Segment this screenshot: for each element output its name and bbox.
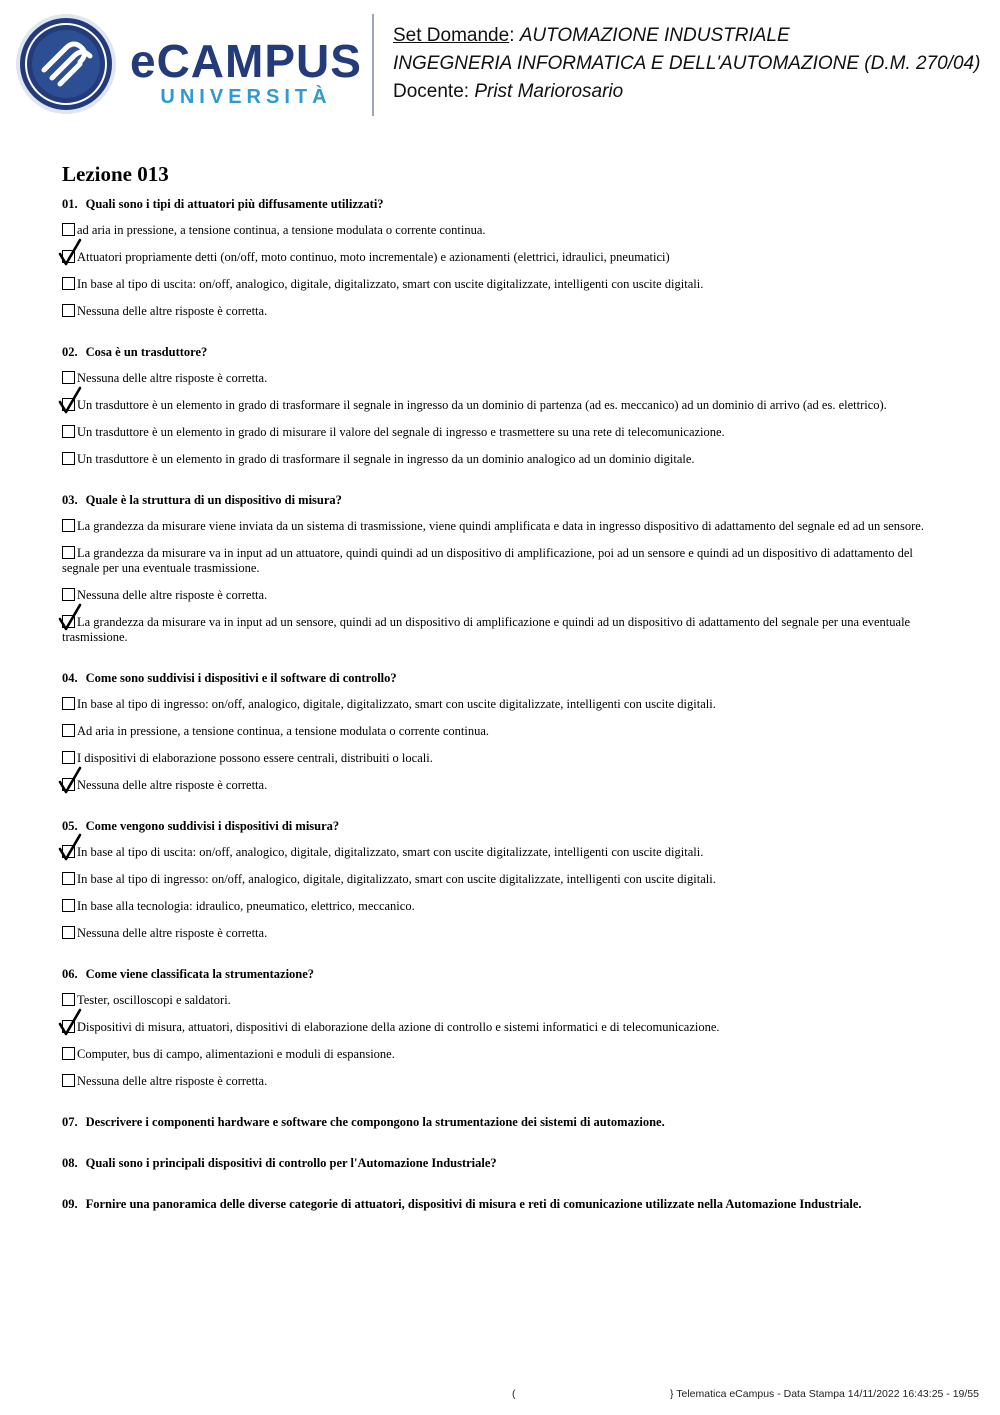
questions-list (62, 197, 942, 1089)
answer-text: Nessuna delle altre risposte è corretta. (77, 588, 268, 602)
answer-checkbox[interactable] (62, 371, 75, 384)
answer-text: Un trasduttore è un elemento in grado di trasformare il segnale in ingresso da un dominio di partenza (ad es. meccanico) ad un dominio di arrivo (ad es. elettrico). (77, 398, 887, 412)
question-text (62, 671, 942, 686)
answer-text: La grandezza da misurare va in input ad un sensore, quindi ad un dispositivo di amplificazione e quindi ad un dispositivo di adattamento del segnale per una eventuale trasmissione. (62, 615, 911, 644)
question-label: Cosa è un trasduttore? (85, 345, 208, 359)
question-number: 08. (62, 1156, 78, 1170)
answer-text: ad aria in pressione, a tensione continua, a tensione modulata o corrente continua. (77, 223, 486, 237)
question-label: Come sono suddivisi i dispositivi e il software di controllo? (85, 671, 397, 685)
answer-option (62, 724, 942, 739)
footer-print-info: } Telematica eCampus - Data Stampa 14/11/2022 16:43:25 - 19/55 (670, 1388, 979, 1400)
question-number: 05. (62, 819, 78, 833)
answer-option (62, 1047, 942, 1062)
lesson-title: Lezione 013 (62, 162, 169, 186)
question-label: Fornire una panoramica delle diverse categorie di attuatori, dispositivi di misura e reti di comunicazione utilizzate nella Automazione Industriale. (85, 1197, 862, 1211)
answer-option (62, 778, 942, 793)
checkmark-icon (57, 386, 83, 414)
question-text (62, 197, 942, 212)
question-label: Quali sono i principali dispositivi di controllo per l'Automazione Industriale? (85, 1156, 497, 1170)
answer-option (62, 250, 942, 265)
answer-option (62, 452, 942, 467)
answer-checkbox[interactable] (62, 724, 75, 737)
ecampus-emblem-icon (14, 12, 118, 116)
answer-checkbox[interactable] (62, 993, 75, 1006)
brand-name: eCAMPUS (130, 35, 362, 87)
question-label: Quale è la struttura di un dispositivo di misura? (85, 493, 342, 507)
answer-checkbox[interactable] (62, 751, 75, 764)
answer-text: Nessuna delle altre risposte è corretta. (77, 1074, 268, 1088)
question-block (62, 967, 942, 1089)
checkmark-icon (57, 766, 83, 794)
checkmark-icon (57, 603, 83, 631)
open-question (62, 1197, 942, 1212)
answer-option (62, 926, 942, 941)
brand-subtitle: UNIVERSITÀ (160, 86, 332, 108)
open-questions-list (62, 1115, 942, 1212)
page-header (0, 0, 1000, 130)
brand-logo (130, 35, 362, 109)
checkmark-icon (57, 238, 83, 266)
answer-option (62, 519, 942, 534)
header-divider (372, 14, 374, 116)
answer-text: Computer, bus di campo, alimentazioni e moduli di espansione. (77, 1047, 395, 1061)
answer-text: Tester, oscilloscopi e saldatori. (77, 993, 231, 1007)
answer-checkbox[interactable] (62, 588, 75, 601)
answer-option (62, 398, 942, 413)
set-line: Set Domande: AUTOMAZIONE INDUSTRIALE (393, 25, 790, 46)
answer-checkbox[interactable] (62, 697, 75, 710)
answer-checkbox[interactable] (62, 899, 75, 912)
question-text (62, 493, 942, 508)
question-block (62, 671, 942, 793)
answer-option (62, 697, 942, 712)
checkmark-icon (57, 833, 83, 861)
answer-option (62, 304, 942, 319)
answer-text: In base al tipo di uscita: on/off, analogico, digitale, digitalizzato, smart con uscite digitalizzate, intelligenti con uscite digitali. (77, 277, 704, 291)
answer-text: Attuatori propriamente detti (on/off, moto continuo, moto incrementale) e azionamenti (elettrici, idraulici, pneumatici) (77, 250, 670, 264)
question-label: Quali sono i tipi di attuatori più diffusamente utilizzati? (85, 197, 384, 211)
answer-text: In base al tipo di ingresso: on/off, analogico, digitale, digitalizzato, smart con uscite digitalizzate, intelligenti con uscite digitali. (77, 872, 716, 886)
teacher-line (393, 78, 980, 106)
question-block (62, 493, 942, 645)
answer-text: La grandezza da misurare viene inviata da un sistema di trasmissione, viene quindi amplificata e data in ingresso dispositivo di adattamento del segnale ed ad un sensore. (77, 519, 924, 533)
answer-option (62, 223, 942, 238)
answer-option (62, 588, 942, 603)
teacher-label: Docente: (393, 81, 470, 102)
answer-text: In base al tipo di ingresso: on/off, analogico, digitale, digitalizzato, smart con uscite digitalizzate, intelligenti con uscite digitali. (77, 697, 716, 711)
answer-option (62, 277, 942, 292)
course-line (393, 50, 980, 78)
answer-text: Nessuna delle altre risposte è corretta. (77, 778, 268, 792)
answer-text: Un trasduttore è un elemento in grado di misurare il valore del segnale di ingresso e trasmettere su una rete di telecomunicazione. (77, 425, 725, 439)
question-block (62, 345, 942, 467)
course-name: INGEGNERIA INFORMATICA E DELL'AUTOMAZIONE (D.M. 270/04) (393, 53, 981, 74)
header-meta (393, 22, 980, 106)
answer-checkbox[interactable] (62, 1074, 75, 1087)
question-number: 02. (62, 345, 78, 359)
question-block (62, 197, 942, 319)
question-set (62, 162, 942, 1238)
question-label: Come vengono suddivisi i dispositivi di misura? (85, 819, 340, 833)
checkmark-icon (57, 1008, 83, 1036)
answer-checkbox[interactable] (62, 452, 75, 465)
question-number: 03. (62, 493, 78, 507)
question-label: Descrivere i componenti hardware e software che compongono la strumentazione dei sistemi di automazione. (85, 1115, 665, 1129)
answer-checkbox[interactable] (62, 546, 75, 559)
answer-option (62, 751, 942, 766)
answer-checkbox[interactable] (62, 926, 75, 939)
open-question (62, 1115, 942, 1130)
answer-checkbox[interactable] (62, 872, 75, 885)
answer-text: In base alla tecnologia: idraulico, pneumatico, elettrico, meccanico. (77, 899, 415, 913)
set-label: Set Domande (393, 25, 510, 46)
answer-checkbox[interactable] (62, 304, 75, 317)
teacher-name: Prist Mariorosario (474, 81, 624, 102)
answer-checkbox[interactable] (62, 223, 75, 236)
question-text (62, 967, 942, 982)
answer-checkbox[interactable] (62, 425, 75, 438)
answer-text: Dispositivi di misura, attuatori, dispositivi di elaborazione della azione di controllo e sistemi informatici e di telecomunicazione. (77, 1020, 720, 1034)
answer-text: Nessuna delle altre risposte è corretta. (77, 926, 268, 940)
answer-option (62, 371, 942, 386)
answer-text: Nessuna delle altre risposte è corretta. (77, 304, 268, 318)
question-label: Come viene classificata la strumentazione? (85, 967, 315, 981)
answer-option (62, 872, 942, 887)
question-number: 04. (62, 671, 78, 685)
answer-option (62, 899, 942, 914)
open-question (62, 1156, 942, 1171)
question-number: 06. (62, 967, 78, 981)
answer-option (62, 993, 942, 1008)
question-number: 07. (62, 1115, 78, 1129)
answer-option (62, 615, 942, 645)
set-title: AUTOMAZIONE INDUSTRIALE (519, 25, 790, 46)
answer-option (62, 1020, 942, 1035)
answer-checkbox[interactable] (62, 1047, 75, 1060)
question-number: 09. (62, 1197, 78, 1211)
footer-left: ( (512, 1388, 516, 1400)
answer-option (62, 1074, 942, 1089)
answer-text: La grandezza da misurare va in input ad un attuatore, quindi quindi ad un dispositivo di amplificazione, poi ad un sensore e quindi ad un dispositivo di adattamento del segnale per una eventuale trasmissione. (62, 546, 913, 575)
answer-text: Nessuna delle altre risposte è corretta. (77, 371, 268, 385)
question-text (62, 819, 942, 834)
answer-text: Un trasduttore è un elemento in grado di trasformare il segnale in ingresso da un dominio analogico ad un dominio digitale. (77, 452, 695, 466)
answer-checkbox[interactable] (62, 277, 75, 290)
question-block (62, 819, 942, 941)
answer-option (62, 845, 942, 860)
answer-option (62, 546, 942, 576)
answer-text: In base al tipo di uscita: on/off, analogico, digitale, digitalizzato, smart con uscite digitalizzate, intelligenti con uscite digitali. (77, 845, 704, 859)
answer-checkbox[interactable] (62, 519, 75, 532)
answer-option (62, 425, 942, 440)
question-text (62, 345, 942, 360)
answer-text: I dispositivi di elaborazione possono essere centrali, distribuiti o locali. (77, 751, 433, 765)
question-number: 01. (62, 197, 78, 211)
answer-text: Ad aria in pressione, a tensione continua, a tensione modulata o corrente continua. (77, 724, 490, 738)
